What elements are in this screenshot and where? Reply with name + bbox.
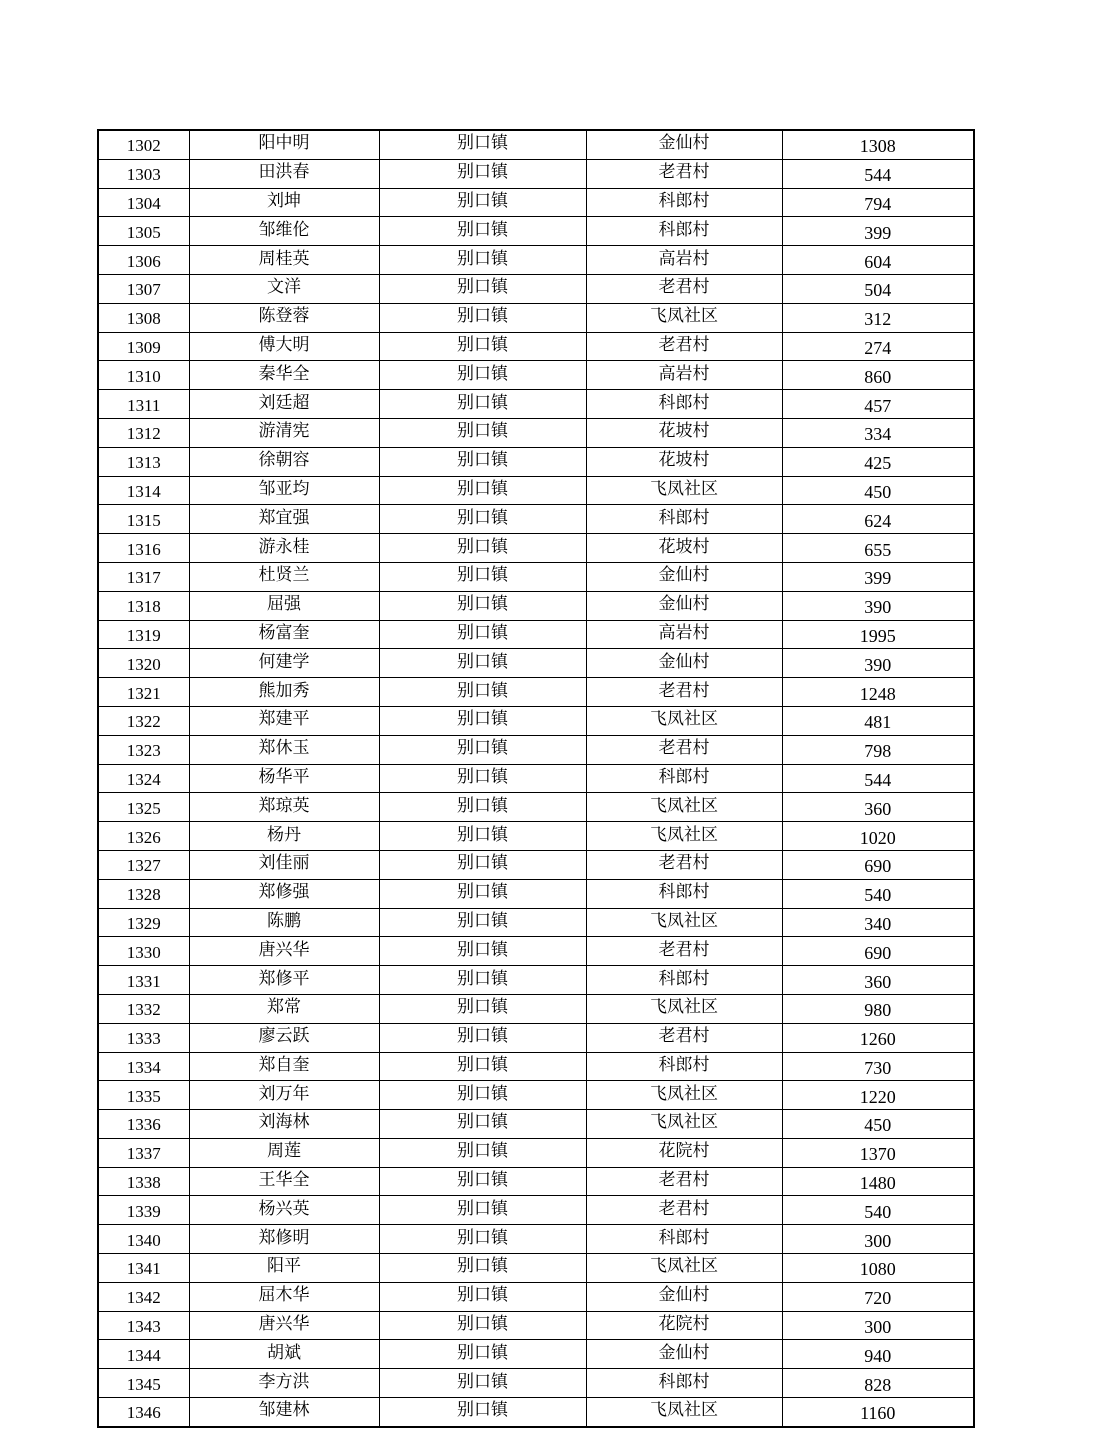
name-cell: 唐兴华 [189, 1311, 379, 1340]
town-cell: 别口镇 [379, 447, 586, 476]
table-row [98, 735, 974, 764]
town-cell: 别口镇 [379, 822, 586, 851]
name-cell: 郑休玉 [189, 735, 379, 764]
amount-cell: 690 [782, 937, 974, 966]
amount-cell: 980 [782, 994, 974, 1023]
amount-cell: 360 [782, 966, 974, 995]
amount-cell: 450 [782, 1110, 974, 1139]
amount-cell: 457 [782, 390, 974, 419]
amount-cell: 300 [782, 1225, 974, 1254]
table-row [98, 706, 974, 735]
town-cell: 别口镇 [379, 505, 586, 534]
town-cell: 别口镇 [379, 1369, 586, 1398]
table-row [98, 649, 974, 678]
name-cell: 郑常 [189, 994, 379, 1023]
village-cell: 飞凤社区 [586, 1110, 782, 1139]
village-cell: 飞凤社区 [586, 908, 782, 937]
table-row [98, 1340, 974, 1369]
row-number-cell: 1308 [98, 303, 189, 332]
table-row [98, 822, 974, 851]
row-number-cell: 1341 [98, 1254, 189, 1283]
village-cell: 科郎村 [586, 217, 782, 246]
town-cell: 别口镇 [379, 879, 586, 908]
amount-cell: 1260 [782, 1023, 974, 1052]
row-number-cell: 1316 [98, 534, 189, 563]
village-cell: 科郎村 [586, 1369, 782, 1398]
village-cell: 老君村 [586, 332, 782, 361]
name-cell: 郑自奎 [189, 1052, 379, 1081]
table-row [98, 937, 974, 966]
village-cell: 花院村 [586, 1311, 782, 1340]
village-cell: 飞凤社区 [586, 303, 782, 332]
town-cell: 别口镇 [379, 994, 586, 1023]
table-row [98, 1311, 974, 1340]
table-row [98, 332, 974, 361]
name-cell: 游清宪 [189, 418, 379, 447]
row-number-cell: 1324 [98, 764, 189, 793]
name-cell: 刘坤 [189, 188, 379, 217]
village-cell: 科郎村 [586, 505, 782, 534]
amount-cell: 860 [782, 361, 974, 390]
amount-cell: 450 [782, 476, 974, 505]
table-row [98, 764, 974, 793]
village-cell: 科郎村 [586, 966, 782, 995]
village-cell: 科郎村 [586, 188, 782, 217]
table-row [98, 1052, 974, 1081]
village-cell: 老君村 [586, 678, 782, 707]
table-row [98, 879, 974, 908]
name-cell: 郑修强 [189, 879, 379, 908]
town-cell: 别口镇 [379, 1225, 586, 1254]
village-cell: 金仙村 [586, 562, 782, 591]
amount-cell: 624 [782, 505, 974, 534]
table-row [98, 562, 974, 591]
town-cell: 别口镇 [379, 1282, 586, 1311]
table-row [98, 1023, 974, 1052]
village-cell: 老君村 [586, 1196, 782, 1225]
amount-cell: 1308 [782, 130, 974, 159]
amount-cell: 655 [782, 534, 974, 563]
name-cell: 刘佳丽 [189, 850, 379, 879]
name-cell: 廖云跃 [189, 1023, 379, 1052]
amount-cell: 300 [782, 1311, 974, 1340]
row-number-cell: 1307 [98, 274, 189, 303]
amount-cell: 604 [782, 246, 974, 275]
row-number-cell: 1319 [98, 620, 189, 649]
village-cell: 飞凤社区 [586, 1254, 782, 1283]
row-number-cell: 1331 [98, 966, 189, 995]
table-body [98, 130, 974, 1427]
row-number-cell: 1306 [98, 246, 189, 275]
town-cell: 别口镇 [379, 1196, 586, 1225]
name-cell: 杨富奎 [189, 620, 379, 649]
row-number-cell: 1342 [98, 1282, 189, 1311]
row-number-cell: 1303 [98, 159, 189, 188]
table-row [98, 476, 974, 505]
table-row [98, 620, 974, 649]
amount-cell: 544 [782, 159, 974, 188]
town-cell: 别口镇 [379, 591, 586, 620]
row-number-cell: 1343 [98, 1311, 189, 1340]
amount-cell: 481 [782, 706, 974, 735]
name-cell: 熊加秀 [189, 678, 379, 707]
town-cell: 别口镇 [379, 361, 586, 390]
name-cell: 郑琼英 [189, 793, 379, 822]
amount-cell: 1480 [782, 1167, 974, 1196]
village-cell: 金仙村 [586, 130, 782, 159]
table-row [98, 274, 974, 303]
village-cell: 科郎村 [586, 390, 782, 419]
table-row [98, 1398, 974, 1427]
town-cell: 别口镇 [379, 534, 586, 563]
village-cell: 花院村 [586, 1138, 782, 1167]
amount-cell: 390 [782, 591, 974, 620]
village-cell: 高岩村 [586, 620, 782, 649]
town-cell: 别口镇 [379, 850, 586, 879]
name-cell: 郑修明 [189, 1225, 379, 1254]
table-row [98, 188, 974, 217]
amount-cell: 399 [782, 562, 974, 591]
amount-cell: 360 [782, 793, 974, 822]
row-number-cell: 1328 [98, 879, 189, 908]
town-cell: 别口镇 [379, 649, 586, 678]
town-cell: 别口镇 [379, 1081, 586, 1110]
table-row [98, 1081, 974, 1110]
table-row [98, 994, 974, 1023]
table-row [98, 130, 974, 159]
name-cell: 屈木华 [189, 1282, 379, 1311]
name-cell: 胡斌 [189, 1340, 379, 1369]
village-cell: 老君村 [586, 1023, 782, 1052]
table-row [98, 1110, 974, 1139]
town-cell: 别口镇 [379, 1023, 586, 1052]
name-cell: 文洋 [189, 274, 379, 303]
table-row [98, 1225, 974, 1254]
town-cell: 别口镇 [379, 303, 586, 332]
amount-cell: 1020 [782, 822, 974, 851]
village-cell: 科郎村 [586, 764, 782, 793]
row-number-cell: 1340 [98, 1225, 189, 1254]
table-row [98, 1254, 974, 1283]
amount-cell: 794 [782, 188, 974, 217]
village-cell: 飞凤社区 [586, 1081, 782, 1110]
name-cell: 游永桂 [189, 534, 379, 563]
table-row [98, 1282, 974, 1311]
name-cell: 李方洪 [189, 1369, 379, 1398]
name-cell: 周桂英 [189, 246, 379, 275]
village-cell: 科郎村 [586, 879, 782, 908]
table-row [98, 1196, 974, 1225]
amount-cell: 274 [782, 332, 974, 361]
name-cell: 杨华平 [189, 764, 379, 793]
table-row [98, 1369, 974, 1398]
row-number-cell: 1337 [98, 1138, 189, 1167]
village-cell: 飞凤社区 [586, 793, 782, 822]
town-cell: 别口镇 [379, 476, 586, 505]
row-number-cell: 1314 [98, 476, 189, 505]
name-cell: 陈鹏 [189, 908, 379, 937]
village-cell: 高岩村 [586, 246, 782, 275]
village-cell: 老君村 [586, 735, 782, 764]
name-cell: 秦华全 [189, 361, 379, 390]
row-number-cell: 1320 [98, 649, 189, 678]
table-row [98, 850, 974, 879]
name-cell: 屈强 [189, 591, 379, 620]
amount-cell: 312 [782, 303, 974, 332]
amount-cell: 1080 [782, 1254, 974, 1283]
row-number-cell: 1323 [98, 735, 189, 764]
town-cell: 别口镇 [379, 332, 586, 361]
row-number-cell: 1333 [98, 1023, 189, 1052]
town-cell: 别口镇 [379, 1052, 586, 1081]
table-row [98, 591, 974, 620]
amount-cell: 1370 [782, 1138, 974, 1167]
town-cell: 别口镇 [379, 1398, 586, 1427]
name-cell: 陈登蓉 [189, 303, 379, 332]
table-row [98, 418, 974, 447]
amount-cell: 544 [782, 764, 974, 793]
name-cell: 徐朝容 [189, 447, 379, 476]
name-cell: 郑建平 [189, 706, 379, 735]
row-number-cell: 1330 [98, 937, 189, 966]
row-number-cell: 1325 [98, 793, 189, 822]
town-cell: 别口镇 [379, 390, 586, 419]
table-row [98, 505, 974, 534]
town-cell: 别口镇 [379, 246, 586, 275]
amount-cell: 390 [782, 649, 974, 678]
table-row [98, 246, 974, 275]
table-row [98, 303, 974, 332]
name-cell: 刘海林 [189, 1110, 379, 1139]
village-cell: 飞凤社区 [586, 822, 782, 851]
village-cell: 金仙村 [586, 1282, 782, 1311]
name-cell: 杜贤兰 [189, 562, 379, 591]
town-cell: 别口镇 [379, 1110, 586, 1139]
village-cell: 花坡村 [586, 447, 782, 476]
row-number-cell: 1322 [98, 706, 189, 735]
name-cell: 何建学 [189, 649, 379, 678]
table-row [98, 1167, 974, 1196]
town-cell: 别口镇 [379, 764, 586, 793]
table-row [98, 966, 974, 995]
name-cell: 刘廷超 [189, 390, 379, 419]
row-number-cell: 1309 [98, 332, 189, 361]
amount-cell: 540 [782, 879, 974, 908]
name-cell: 邹维伦 [189, 217, 379, 246]
town-cell: 别口镇 [379, 1167, 586, 1196]
town-cell: 别口镇 [379, 418, 586, 447]
town-cell: 别口镇 [379, 678, 586, 707]
name-cell: 杨兴英 [189, 1196, 379, 1225]
village-cell: 花坡村 [586, 418, 782, 447]
amount-cell: 690 [782, 850, 974, 879]
name-cell: 刘万年 [189, 1081, 379, 1110]
amount-cell: 425 [782, 447, 974, 476]
row-number-cell: 1318 [98, 591, 189, 620]
village-cell: 飞凤社区 [586, 994, 782, 1023]
name-cell: 傅大明 [189, 332, 379, 361]
row-number-cell: 1327 [98, 850, 189, 879]
row-number-cell: 1332 [98, 994, 189, 1023]
name-cell: 郑修平 [189, 966, 379, 995]
table-row [98, 217, 974, 246]
row-number-cell: 1313 [98, 447, 189, 476]
row-number-cell: 1338 [98, 1167, 189, 1196]
row-number-cell: 1317 [98, 562, 189, 591]
village-cell: 科郎村 [586, 1225, 782, 1254]
amount-cell: 504 [782, 274, 974, 303]
name-cell: 邹亚均 [189, 476, 379, 505]
amount-cell: 720 [782, 1282, 974, 1311]
village-cell: 金仙村 [586, 591, 782, 620]
table-row [98, 1138, 974, 1167]
town-cell: 别口镇 [379, 130, 586, 159]
data-table [97, 129, 975, 1428]
row-number-cell: 1312 [98, 418, 189, 447]
table-row [98, 159, 974, 188]
name-cell: 周莲 [189, 1138, 379, 1167]
name-cell: 郑宜强 [189, 505, 379, 534]
village-cell: 金仙村 [586, 649, 782, 678]
table-row [98, 447, 974, 476]
town-cell: 别口镇 [379, 1254, 586, 1283]
town-cell: 别口镇 [379, 937, 586, 966]
row-number-cell: 1302 [98, 130, 189, 159]
name-cell: 田洪春 [189, 159, 379, 188]
table-row [98, 793, 974, 822]
village-cell: 飞凤社区 [586, 476, 782, 505]
row-number-cell: 1304 [98, 188, 189, 217]
name-cell: 唐兴华 [189, 937, 379, 966]
row-number-cell: 1321 [98, 678, 189, 707]
row-number-cell: 1326 [98, 822, 189, 851]
village-cell: 花坡村 [586, 534, 782, 563]
table-row [98, 534, 974, 563]
table-row [98, 678, 974, 707]
row-number-cell: 1346 [98, 1398, 189, 1427]
name-cell: 王华全 [189, 1167, 379, 1196]
town-cell: 别口镇 [379, 1138, 586, 1167]
amount-cell: 730 [782, 1052, 974, 1081]
town-cell: 别口镇 [379, 620, 586, 649]
name-cell: 邹建林 [189, 1398, 379, 1427]
name-cell: 杨丹 [189, 822, 379, 851]
amount-cell: 798 [782, 735, 974, 764]
name-cell: 阳中明 [189, 130, 379, 159]
town-cell: 别口镇 [379, 1311, 586, 1340]
village-cell: 老君村 [586, 850, 782, 879]
amount-cell: 940 [782, 1340, 974, 1369]
village-cell: 金仙村 [586, 1340, 782, 1369]
row-number-cell: 1305 [98, 217, 189, 246]
row-number-cell: 1336 [98, 1110, 189, 1139]
town-cell: 别口镇 [379, 735, 586, 764]
village-cell: 飞凤社区 [586, 1398, 782, 1427]
table-row [98, 390, 974, 419]
amount-cell: 340 [782, 908, 974, 937]
village-cell: 飞凤社区 [586, 706, 782, 735]
amount-cell: 399 [782, 217, 974, 246]
amount-cell: 540 [782, 1196, 974, 1225]
town-cell: 别口镇 [379, 217, 586, 246]
town-cell: 别口镇 [379, 966, 586, 995]
row-number-cell: 1315 [98, 505, 189, 534]
amount-cell: 1160 [782, 1398, 974, 1427]
amount-cell: 334 [782, 418, 974, 447]
amount-cell: 1995 [782, 620, 974, 649]
table-row [98, 908, 974, 937]
town-cell: 别口镇 [379, 1340, 586, 1369]
row-number-cell: 1345 [98, 1369, 189, 1398]
row-number-cell: 1335 [98, 1081, 189, 1110]
village-cell: 科郎村 [586, 1052, 782, 1081]
table-row [98, 361, 974, 390]
village-cell: 老君村 [586, 937, 782, 966]
village-cell: 老君村 [586, 274, 782, 303]
village-cell: 高岩村 [586, 361, 782, 390]
town-cell: 别口镇 [379, 188, 586, 217]
row-number-cell: 1334 [98, 1052, 189, 1081]
town-cell: 别口镇 [379, 793, 586, 822]
row-number-cell: 1339 [98, 1196, 189, 1225]
row-number-cell: 1310 [98, 361, 189, 390]
amount-cell: 1220 [782, 1081, 974, 1110]
amount-cell: 828 [782, 1369, 974, 1398]
row-number-cell: 1344 [98, 1340, 189, 1369]
row-number-cell: 1311 [98, 390, 189, 419]
town-cell: 别口镇 [379, 562, 586, 591]
town-cell: 别口镇 [379, 706, 586, 735]
town-cell: 别口镇 [379, 908, 586, 937]
row-number-cell: 1329 [98, 908, 189, 937]
village-cell: 老君村 [586, 159, 782, 188]
amount-cell: 1248 [782, 678, 974, 707]
name-cell: 阳平 [189, 1254, 379, 1283]
village-cell: 老君村 [586, 1167, 782, 1196]
town-cell: 别口镇 [379, 159, 586, 188]
town-cell: 别口镇 [379, 274, 586, 303]
